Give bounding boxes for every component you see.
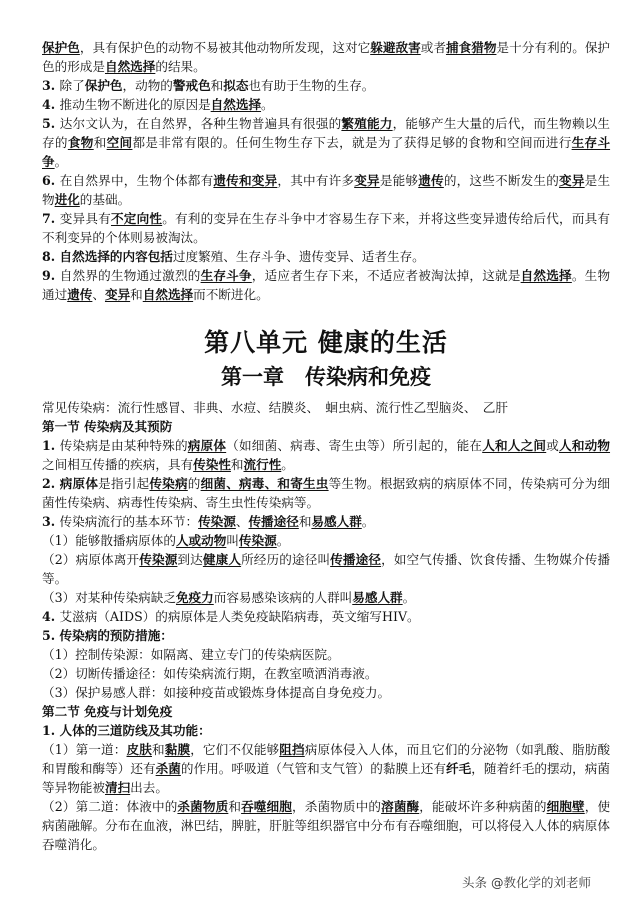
text-run: 而容易感染该病的人群叫: [213, 590, 353, 605]
key-term: 流行性: [243, 457, 282, 472]
key-term: 溶菌酶: [381, 799, 420, 814]
key-term: 传染性: [193, 457, 231, 472]
key-term: 生存斗争: [200, 268, 252, 283]
text-run: 和: [230, 457, 244, 472]
text-run: ，使病菌融解。分布在血液，淋巴结，脾脏，肝脏等组织器官中分布有吞噬细胞，可以将侵入人体的病原体吞噬消化。: [42, 799, 611, 852]
key-term: 生存斗争: [42, 135, 611, 169]
key-term: 自然选择: [210, 97, 262, 112]
text-run: 和: [93, 135, 107, 150]
text-run: 。生物通过: [42, 268, 611, 302]
key-term: 变异: [354, 173, 380, 188]
bold-text: 5.: [42, 116, 60, 131]
evolution-paragraph-8: [42, 266, 610, 304]
key-term: 捕食猎物: [445, 40, 497, 55]
key-term: 免疫力: [175, 590, 214, 605]
key-term: 遗传: [67, 287, 93, 302]
text-run: 或: [546, 438, 560, 453]
key-term: 吞噬细胞: [241, 799, 292, 814]
chapter-paragraph-14: [42, 702, 610, 721]
chapter-paragraph-12: [42, 664, 610, 683]
bold-text: 8. 自然选择的内容包括: [42, 249, 173, 264]
text-run: 和: [298, 514, 312, 529]
chapter-paragraph-11: [42, 645, 610, 664]
text-run: 达尔文认为，在自然界，各种生物普遍具有很强的: [59, 116, 342, 131]
text-run: （1）控制传染源：如隔离、建立专门的传染病医院。: [42, 647, 340, 662]
chapter-paragraph-7: [42, 550, 610, 588]
chapter-paragraph-8: [42, 588, 610, 607]
bold-text: 5. 传染病的预防措施：: [42, 628, 173, 643]
key-term: 进化: [54, 192, 80, 207]
key-term: 传染源: [198, 514, 236, 529]
text-run: 除了: [59, 78, 85, 93]
key-term: 繁殖能力: [341, 116, 393, 131]
key-term: 遗传: [418, 173, 444, 188]
text-run: （1）能够散播病原体的: [42, 533, 176, 548]
text-run: （2）切断传播途径：如传染病流行期，在教室喷洒消毒液。: [42, 666, 378, 681]
bold-text: 纤毛: [445, 761, 472, 776]
chapter-paragraph-6: [42, 531, 610, 550]
text-run: （1）第一道：: [42, 742, 127, 757]
chapter-paragraph-1: [42, 398, 610, 417]
key-term: 人和人之间: [482, 438, 547, 453]
key-term: 易感人群: [352, 590, 403, 605]
text-run: （2）病原体离开: [42, 552, 140, 567]
bold-text: 9.: [42, 268, 60, 283]
chapter-paragraph-3: [42, 436, 610, 474]
text-run: 过度繁殖、生存斗争、遗传变异、适者生存。: [172, 249, 425, 264]
text-run: 。: [54, 154, 68, 169]
chapter-paragraph-15: [42, 721, 610, 740]
text-run: （如细菌、病毒、寄生虫等）所引起的，能在: [226, 438, 483, 453]
key-term: 人或动物: [175, 533, 227, 548]
text-run: 之间相互传播的疾病，具有: [42, 457, 194, 472]
text-run: 。: [281, 457, 294, 472]
unit-title: 第八单元 健康的生活: [204, 328, 448, 357]
text-run: 。有利的变异在生存斗争中才容易生存下来，并将这些变异遗传给后代，而具有不利变异的个体则易被淘汰。: [42, 211, 611, 245]
text-run: ，动物的: [122, 78, 173, 93]
evolution-paragraph-1: [42, 38, 610, 76]
text-run: 而不断进化。: [193, 287, 269, 302]
watermark: 头条 @教化学的刘老师: [462, 875, 591, 890]
text-run: 的基础。: [79, 192, 131, 207]
bold-text: 1. 人体的三道防线及其功能：: [42, 723, 211, 738]
key-term: 病原体: [187, 438, 227, 453]
key-term: 清扫: [104, 780, 131, 795]
key-term: 自然选择: [104, 59, 156, 74]
chapter-paragraph-16: [42, 740, 610, 797]
evolution-paragraph-3: [42, 95, 610, 114]
bold-text: 3.: [42, 514, 60, 529]
key-term: 传播途径: [330, 552, 382, 567]
key-term: 传染源: [238, 533, 277, 548]
infectious-disease-section: [42, 398, 610, 854]
evolution-paragraph-7: [42, 247, 610, 266]
bold-text: 2. 病原体: [42, 476, 99, 491]
text-run: 自然界的生物通过激烈的: [59, 268, 201, 283]
key-term: 食物: [67, 135, 94, 150]
key-term: 细菌、病毒、和寄生虫: [200, 476, 329, 491]
key-term: 保护色: [42, 40, 80, 55]
text-run: 病原体侵入人体，而且它们的分泌物（如乳酸、脂肪酸和胃酸和酶等）还有: [42, 742, 611, 776]
bold-text: 4.: [42, 609, 60, 624]
key-term: 传染源: [139, 552, 178, 567]
text-run: 是能够: [379, 173, 419, 188]
text-run: 变异具有: [59, 211, 111, 226]
key-term: 传播途径: [248, 514, 299, 529]
text-run: 。: [361, 514, 375, 529]
chapter-title: 第一章 传染病和免疫: [221, 365, 431, 389]
bold-text: 第一节 传染病及其预防: [42, 419, 173, 434]
evolution-paragraph-2: [42, 76, 610, 95]
evolution-section: [42, 38, 610, 304]
text-run: ，如空气传播、饮食传播、生物媒介传播等。: [42, 552, 611, 586]
text-run: 所经历的途径叫: [241, 552, 331, 567]
text-run: 也有助于生物的生存。: [248, 78, 375, 93]
evolution-paragraph-4: [42, 114, 610, 171]
chapter-paragraph-10: [42, 626, 610, 645]
text-run: 是十分有利的。保护色的形成是: [42, 40, 611, 74]
key-term: 不定向性: [110, 211, 163, 226]
text-run: （3）对某种传染病缺乏: [42, 590, 176, 605]
bold-text: 警戒色: [172, 78, 211, 93]
bold-text: 拟态: [223, 78, 249, 93]
key-term: 皮肤: [126, 742, 152, 757]
chapter-paragraph-4: [42, 474, 610, 512]
text-run: 常见传染病：流行性感冒、非典、水痘、结膜炎、 蛔虫病、流行性乙型脑炎、 乙肝: [42, 400, 508, 415]
text-run: 、: [92, 287, 105, 302]
key-term: 健康人: [202, 552, 242, 567]
text-run: 的: [187, 476, 201, 491]
key-term: 自然选择: [142, 287, 194, 302]
text-run: 在自然界中，生物个体都有: [59, 173, 214, 188]
key-term: 杀菌物质: [177, 799, 229, 814]
text-run: 和: [228, 799, 242, 814]
chapter-paragraph-13: [42, 683, 610, 702]
text-run: 是生物: [42, 173, 611, 207]
text-run: （2）第二道：体液中的: [42, 799, 178, 814]
chapter-paragraph-5: [42, 512, 610, 531]
text-run: 是指引起: [98, 476, 150, 491]
evolution-paragraph-5: [42, 171, 610, 209]
text-run: 。: [276, 533, 290, 548]
key-term: 黏膜: [164, 742, 191, 757]
key-term: 传染病: [149, 476, 188, 491]
text-run: 传染病流行的基本环节：: [59, 514, 199, 529]
key-term: 空间: [106, 135, 133, 150]
bold-text: 4.: [42, 97, 60, 112]
text-run: ，随着纤毛的摆动，病菌等异物能被: [42, 761, 611, 795]
text-run: 。: [402, 590, 416, 605]
text-run: 等生物。根据致病的病原体不同，传染病可分为细菌性传染病、病毒性传染病、寄生虫性传染病等。: [42, 476, 611, 510]
text-run: ，它们不仅能够: [190, 742, 280, 757]
key-term: 人和动物: [559, 438, 611, 453]
key-term: 细胞壁: [546, 799, 585, 814]
text-run: 传染病是由某种特殊的: [59, 438, 188, 453]
bold-text: 3.: [42, 78, 60, 93]
text-run: 的，这些不断发生的: [443, 173, 560, 188]
text-run: 和: [151, 742, 165, 757]
bold-text: 7.: [42, 211, 60, 226]
text-run: 到达: [177, 552, 203, 567]
key-term: 杀菌: [155, 761, 181, 776]
key-term: 遗传和变异: [213, 173, 278, 188]
chapter-paragraph-2: [42, 417, 610, 436]
text-run: （3）保护易感人群：如接种疫苗或锻炼身体提高自身免疫力。: [42, 685, 391, 700]
key-term: 阻挡: [279, 742, 305, 757]
bold-text: 保护色: [84, 78, 123, 93]
text-run: 。: [261, 97, 274, 112]
bold-text: 1.: [42, 438, 60, 453]
text-run: ，适应者生存下来，不适应者被淘汰掉，这就是: [251, 268, 521, 283]
text-run: ，能破坏许多种病菌的: [419, 799, 547, 814]
text-run: ，杀菌物质中的: [292, 799, 382, 814]
text-run: 推动生物不断进化的原因是: [59, 97, 211, 112]
text-run: 的结果。: [155, 59, 206, 74]
chapter-paragraph-9: [42, 607, 610, 626]
key-term: 变异: [104, 287, 131, 302]
chapter-paragraph-17: [42, 797, 610, 854]
text-run: 都是非常有限的。任何生物生存下去，就是为了获得足够的食物和空间而进行: [132, 135, 572, 150]
text-run: 和: [210, 78, 224, 93]
key-term: 躲避敌害: [370, 40, 421, 55]
text-run: 叫: [226, 533, 239, 548]
text-run: ，其中有许多: [277, 173, 355, 188]
text-run: 和: [130, 287, 143, 302]
evolution-paragraph-6: [42, 209, 610, 247]
key-term: 易感人群: [311, 514, 362, 529]
key-term: 变异: [559, 173, 585, 188]
text-run: 的作用。呼吸道（气管和支气管）的黏膜上还有: [180, 761, 446, 776]
key-term: 自然选择: [520, 268, 572, 283]
bold-text: 6.: [42, 173, 60, 188]
bold-text: 第二节 免疫与计划免疫: [42, 704, 173, 719]
text-run: 或者: [420, 40, 446, 55]
text-run: 、: [235, 514, 249, 529]
text-run: 出去。: [130, 780, 168, 795]
text-run: ，能够产生大量的后代，而生物赖以生存的: [42, 116, 611, 150]
text-run: ，具有保护色的动物不易被其他动物所发现，这对它: [79, 40, 371, 55]
text-run: 艾滋病（AIDS）的病原体是人类免疫缺陷病毒，英文缩写HIV。: [59, 609, 420, 624]
